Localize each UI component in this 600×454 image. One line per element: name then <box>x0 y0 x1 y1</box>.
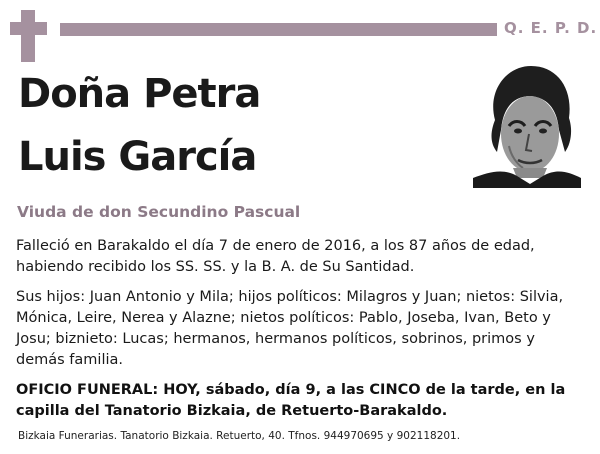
header-rule <box>60 23 497 36</box>
funeral-home-footer: Bizkaia Funerarias. Tanatorio Bizkaia. Retuerto, 40. Tfnos. 944970695 y 902118201. <box>18 430 461 442</box>
death-notice-paragraph: Falleció en Barakaldo el día 7 de enero de 2016, a los 87 años de edad, habiendo recibido los SS. SS. y la B. A. de Su Santidad. <box>16 238 535 275</box>
deceased-name-line1: Doña Petra <box>18 71 261 117</box>
qepd-label: Q. E. P. D. <box>504 19 598 37</box>
funeral-paragraph: OFICIO FUNERAL: HOY, sábado, día 9, a las CINCO de la tarde, en la capilla del Tanatorio Bizkaia, de Retuerto-Barakaldo. <box>16 382 566 419</box>
portrait-photo <box>473 60 581 188</box>
widow-subtitle: Viuda de don Secundino Pascual <box>17 203 301 221</box>
cross-vertical-bar <box>21 10 35 62</box>
family-paragraph: Sus hijos: Juan Antonio y Mila; hijos políticos: Milagros y Juan; nietos: Silvia, Mónica, Leire, Nerea y Alazne; nietos políticos: Pablo, Joseba, Ivan, Beto y Josu; biznieto: Lucas; hermanos, hermanos políticos, sobrinos, primos y demás familia. <box>16 289 564 368</box>
cross-horizontal-bar <box>10 22 47 35</box>
deceased-name-line2: Luis García <box>18 134 257 180</box>
